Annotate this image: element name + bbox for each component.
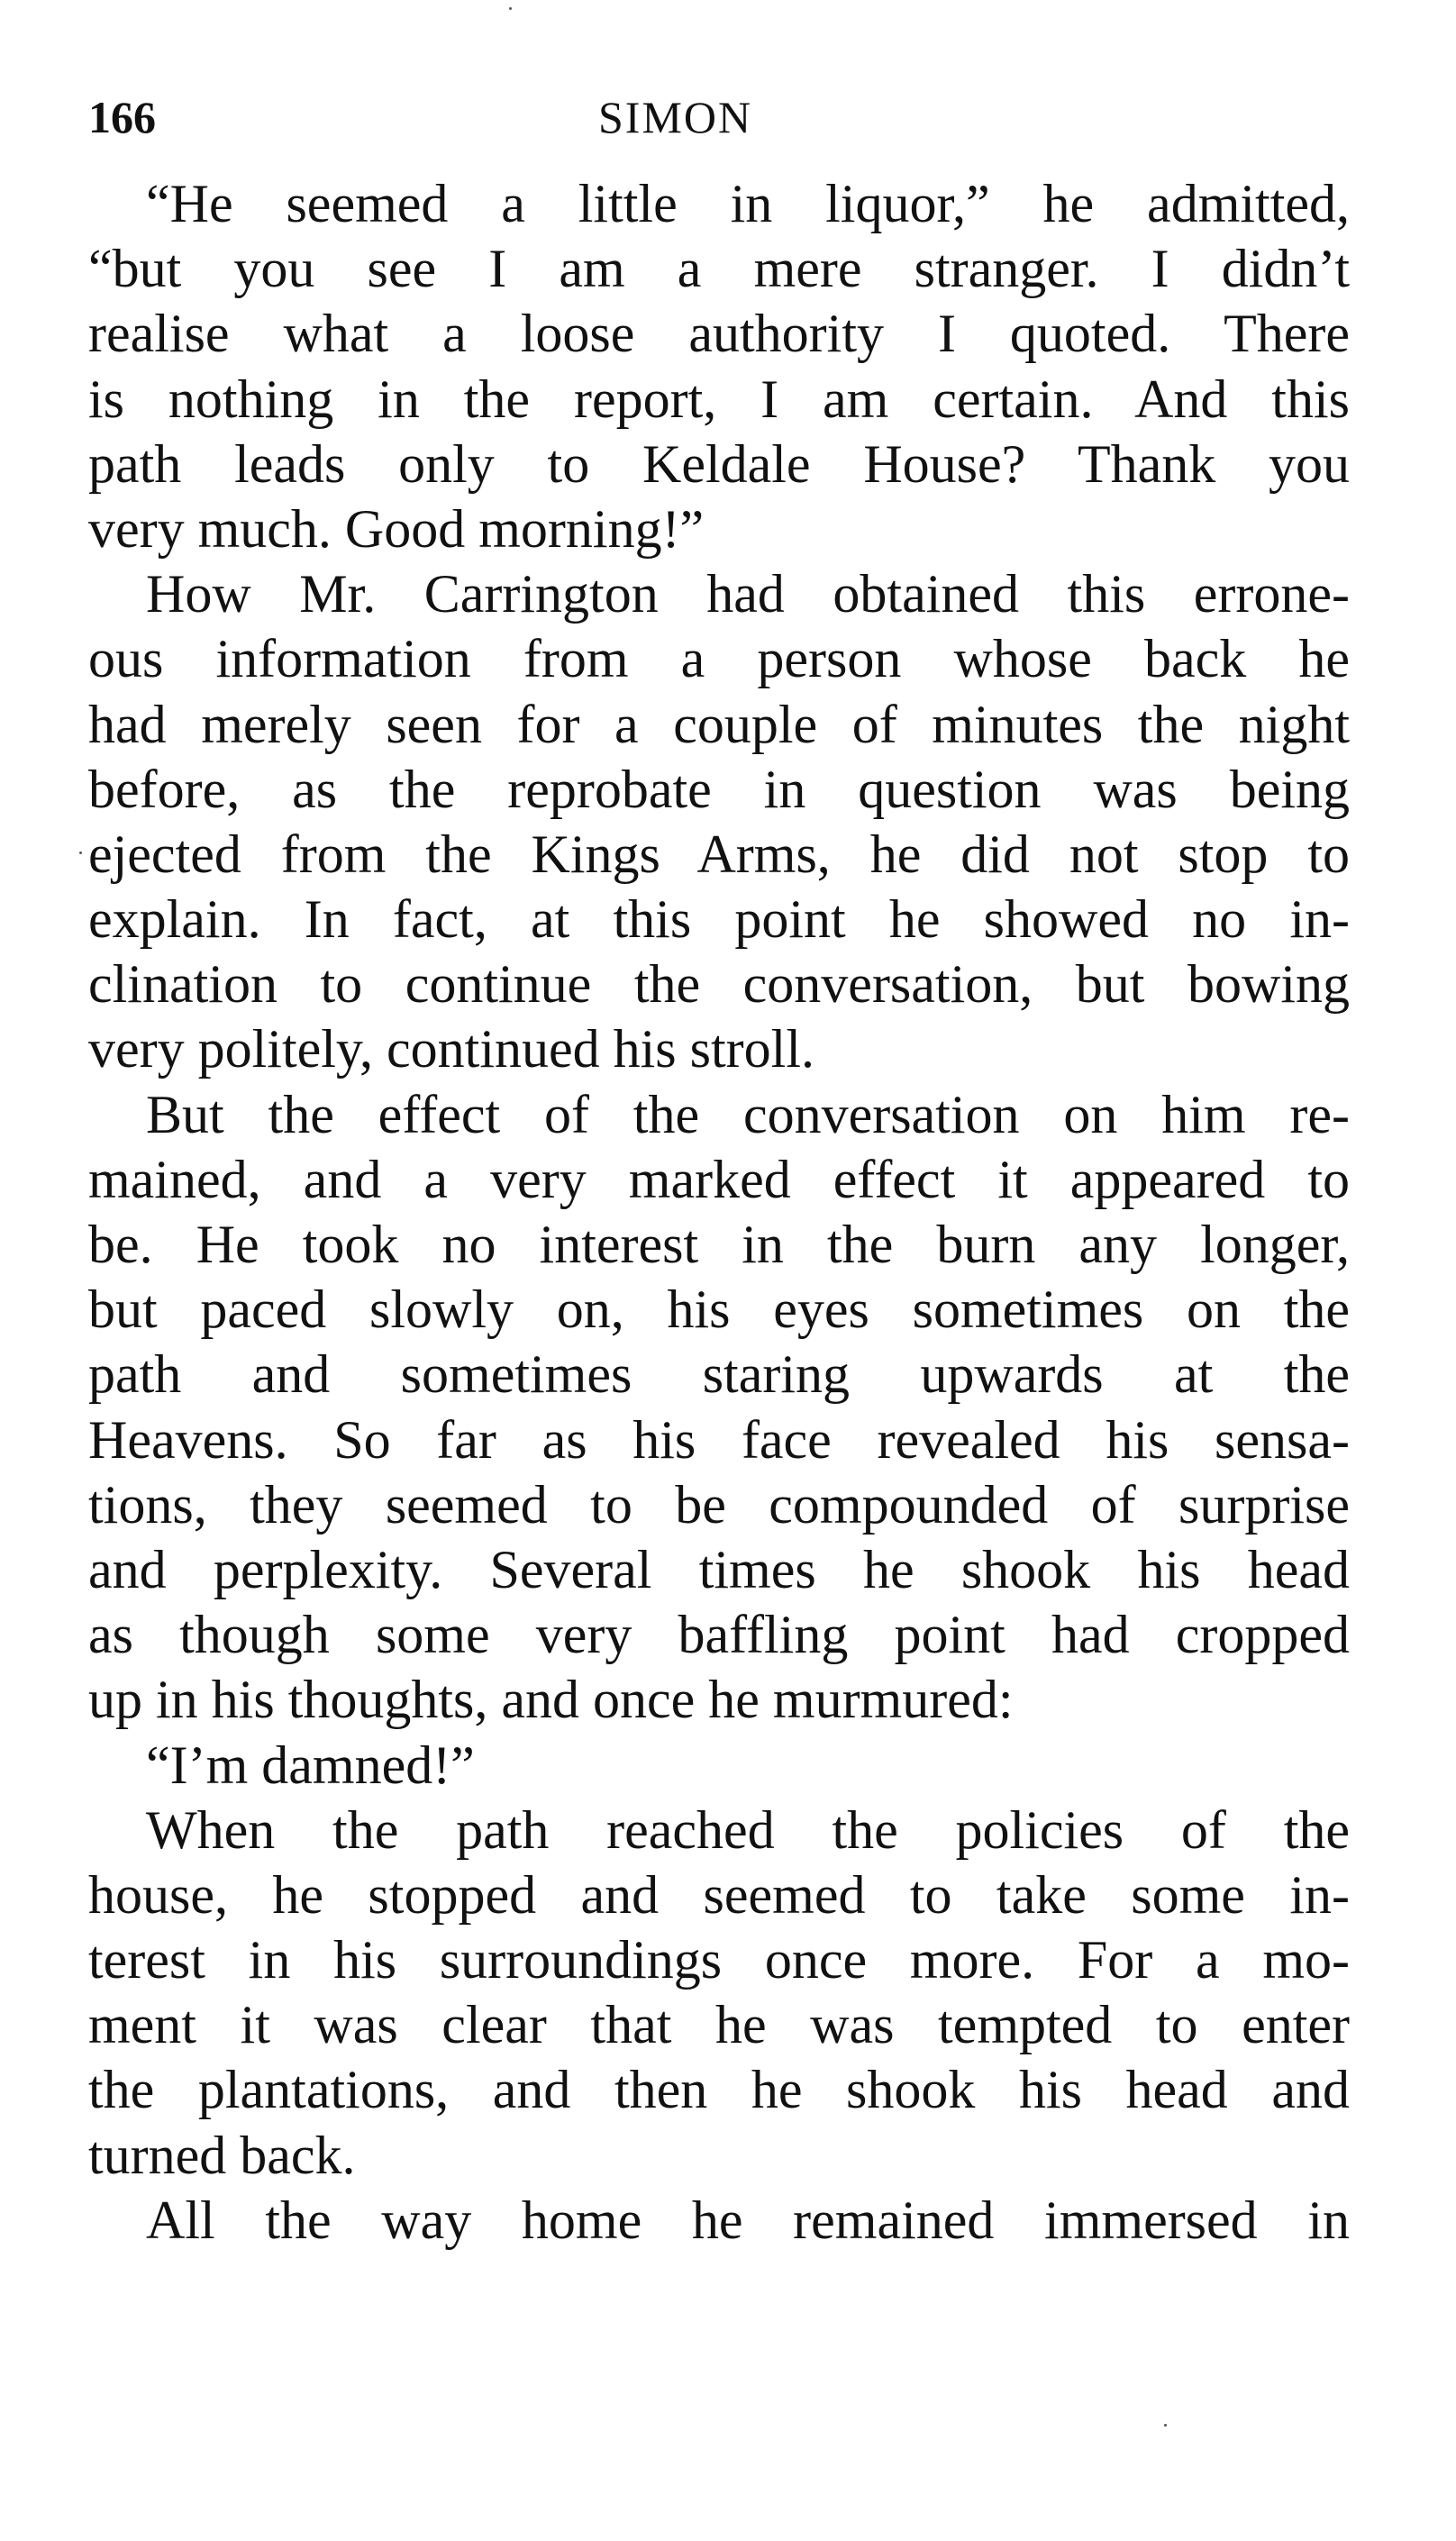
paper-speck: [79, 852, 82, 854]
text-line: the plantations, and then he shook his head and: [88, 2060, 1350, 2120]
text-line: ous information from a person whose back he: [88, 629, 1350, 689]
text-line: tions, they seemed to be compounded of surprise: [88, 1474, 1350, 1535]
page-header: [88, 90, 1350, 144]
paper-speck: [1164, 2424, 1167, 2427]
text-line: and perplexity. Several times he shook his head: [88, 1539, 1350, 1599]
text-line: very politely, continued his stroll.: [88, 1019, 814, 1079]
running-head: SIMON: [598, 92, 753, 142]
text-line: house, he stopped and seemed to take some in-: [88, 1864, 1350, 1925]
paper-speck: [509, 7, 512, 10]
text-line: up in his thoughts, and once he murmured:: [88, 1670, 1014, 1730]
text-line: terest in his surroundings once more. For a mo-: [88, 1930, 1350, 1990]
text-line: turned back.: [88, 2125, 356, 2185]
text-line: but paced slowly on, his eyes sometimes on the: [88, 1280, 1350, 1340]
text-line: How Mr. Carrington had obtained this errone-: [146, 564, 1350, 624]
text-line: Heavens. So far as his face revealed his sensa-: [88, 1409, 1350, 1470]
text-line: “I’m damned!”: [146, 1735, 475, 1795]
text-line: “but you see I am a mere stranger. I didn’t: [88, 239, 1350, 299]
text-line: “He seemed a little in liquor,” he admitted,: [146, 174, 1350, 233]
text-line: realise what a loose authority I quoted. There: [88, 304, 1350, 364]
text-line: mained, and a very marked effect it appeared to: [88, 1149, 1350, 1209]
text-line: path and sometimes staring upwards at the: [88, 1344, 1350, 1405]
body-text: [88, 171, 1350, 2253]
page-number: 166: [88, 92, 156, 142]
text-line: clination to continue the conversation, but bowing: [88, 954, 1350, 1015]
text-line: as though some very baffling point had cropped: [88, 1605, 1350, 1665]
text-line: had merely seen for a couple of minutes the night: [88, 694, 1350, 754]
text-line: before, as the reprobate in question was being: [88, 759, 1350, 819]
text-line: is nothing in the report, I am certain. And this: [88, 369, 1350, 429]
text-line: be. He took no interest in the burn any longer,: [88, 1215, 1350, 1274]
text-line: All the way home he remained immersed in: [146, 2190, 1350, 2250]
text-line: When the path reached the policies of the: [146, 1799, 1350, 1860]
text-line: very much. Good morning!”: [88, 498, 705, 559]
text-line: ejected from the Kings Arms, he did not stop to: [88, 824, 1350, 884]
text-line: explain. In fact, at this point he showed no in-: [88, 889, 1350, 950]
text-line: ment it was clear that he was tempted to enter: [88, 1995, 1350, 2055]
text-line: path leads only to Keldale House? Thank you: [88, 433, 1350, 494]
text-line: But the effect of the conversation on him re-: [146, 1084, 1350, 1144]
